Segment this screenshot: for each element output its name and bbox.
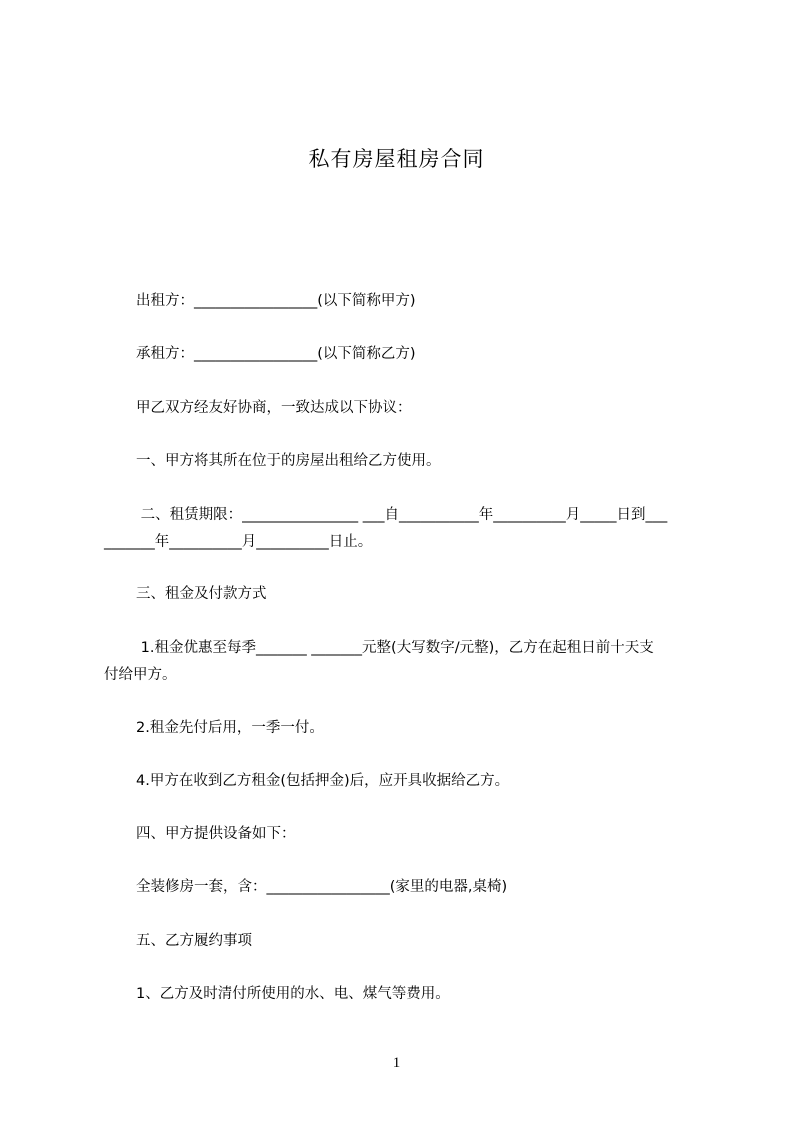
paragraph-clause-5-heading: 五、乙方履约事项 [136,933,252,949]
paragraph-clause-4-heading: 四、甲方提供设备如下： [136,826,296,842]
paragraph-clause-2-line1: 二、租赁期限：________________ ___自___________年__________月_____日到___ [136,507,668,523]
paragraph-utilities: 1、乙方及时清付所使用的水、电、煤气等费用。 [136,986,450,1002]
paragraph-lessor: 出租方：_________________(以下简称甲方) [136,293,416,309]
paragraph-rent-payment: 2.租金先付后用，一季一付。 [136,720,324,736]
paragraph-clause-2-line2: _______年__________月__________日止。 [104,534,373,550]
paragraph-clause-1: 一、甲方将其所在位于的房屋出租给乙方使用。 [136,453,441,469]
paragraph-rent-receipt: 4.甲方在收到乙方租金(包括押金)后，应开具收据给乙方。 [136,773,510,789]
paragraph-rent-amount-line2: 付给甲方。 [104,667,177,683]
paragraph-lessee: 承租方：_________________(以下简称乙方) [136,346,416,362]
document-title: 私有房屋租房合同 [308,147,485,171]
page-number: 1 [392,1055,401,1071]
paragraph-agreement-intro: 甲乙双方经友好协商，一致达成以下协议： [136,400,412,416]
paragraph-clause-3-heading: 三、租金及付款方式 [136,586,267,602]
paragraph-rent-amount-line1: 1.租金优惠至每季_______ _______元整(大写数字/元整)，乙方在起租日前十天支 [136,640,654,656]
paragraph-equipment: 全装修房一套，含：_________________(家里的电器,桌椅) [136,879,508,895]
